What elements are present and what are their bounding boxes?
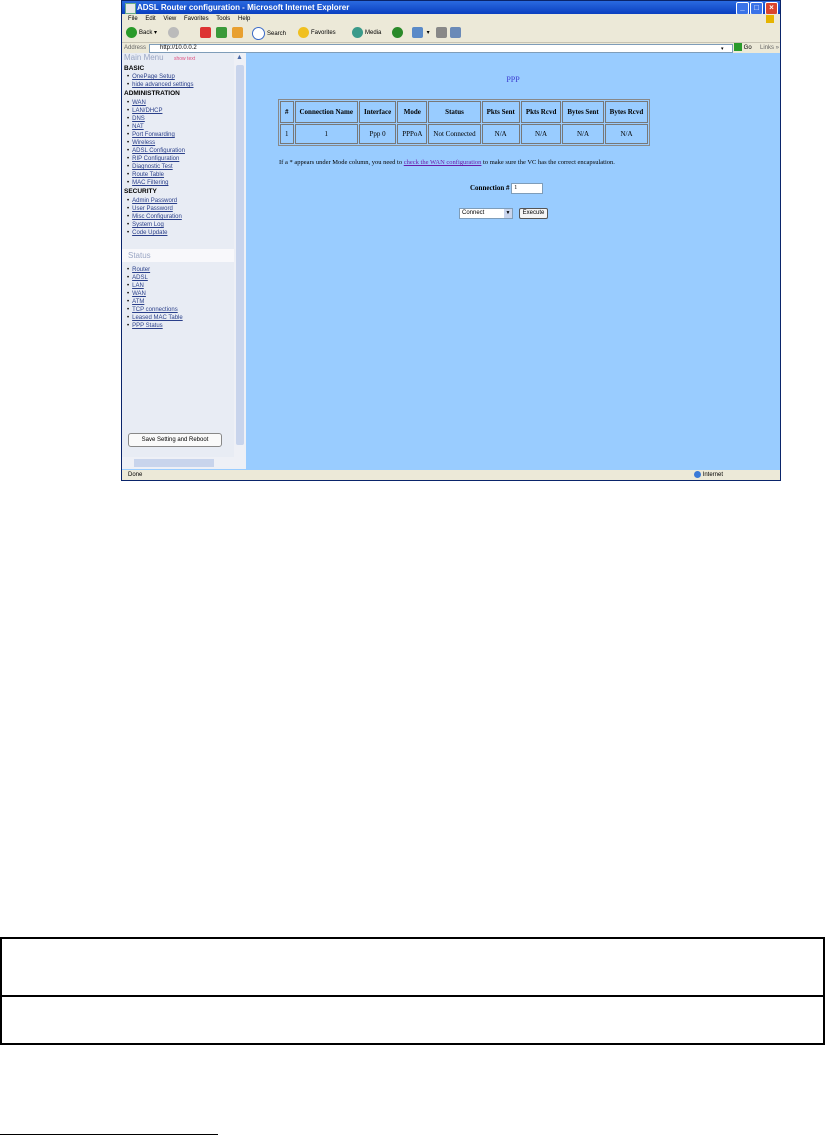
sidebar-item-wan[interactable]: • WAN — [127, 100, 146, 106]
ppp-table — [278, 99, 650, 146]
mail-icon — [412, 27, 423, 38]
chevron-down-icon[interactable]: ▼ — [505, 210, 511, 216]
table-cell: N/A — [562, 124, 603, 144]
search-button[interactable]: Search — [252, 27, 286, 39]
check-wan-configuration-link[interactable]: check the WAN configuration — [403, 159, 482, 166]
column-header: Pkts Sent — [482, 101, 520, 123]
history-button[interactable] — [392, 27, 405, 39]
table-cell: N/A — [605, 124, 649, 144]
status-bar — [122, 470, 780, 480]
sidebar-item-system-log[interactable]: • System Log — [127, 222, 164, 228]
globe-icon — [694, 471, 701, 478]
connection-number-input[interactable]: 1 — [511, 183, 543, 194]
scrollbar-thumb[interactable] — [236, 65, 244, 445]
action-row — [459, 208, 548, 219]
search-icon — [252, 27, 265, 40]
column-header: Bytes Rcvd — [605, 101, 649, 123]
status-text: Done — [128, 472, 143, 478]
browser-window — [121, 0, 781, 481]
sidebar — [122, 53, 234, 457]
close-button[interactable]: × — [765, 2, 778, 15]
sidebar-item-onepage-setup[interactable]: • OnePage Setup — [127, 74, 175, 80]
table-cell: N/A — [521, 124, 562, 144]
refresh-button[interactable] — [216, 27, 229, 39]
sidebar-item-lan[interactable]: • LAN — [127, 283, 144, 289]
note-text-suffix: to make sure the VC has the correct encapsulation. — [483, 159, 615, 166]
column-header: Status — [428, 101, 480, 123]
minimize-button[interactable]: _ — [736, 2, 749, 15]
forward-arrow-icon — [168, 27, 179, 38]
media-icon — [352, 27, 363, 38]
footnote-divider — [0, 1134, 218, 1135]
menu-favorites[interactable]: Favorites — [183, 16, 209, 22]
sidebar-item-admin-password[interactable]: • Admin Password — [127, 198, 177, 204]
sidebar-item-diagnostic-test[interactable]: • Diagnostic Test — [127, 164, 173, 170]
sidebar-item-misc-configuration[interactable]: • Misc Configuration — [127, 214, 182, 220]
table-cell: PPPoA — [397, 124, 427, 144]
go-arrow-icon — [734, 43, 742, 51]
stop-icon — [200, 27, 211, 38]
address-label: Address — [124, 45, 147, 51]
title-bar — [122, 1, 780, 14]
sidebar-item-leased-mac-table[interactable]: • Leased MAC Table — [127, 315, 183, 321]
forward-button[interactable] — [168, 27, 181, 39]
edit-icon — [450, 27, 461, 38]
menu-bar — [122, 14, 780, 24]
action-select-value: Connect — [462, 210, 485, 216]
save-and-reboot-button[interactable]: Save Setting and Reboot — [128, 433, 222, 447]
links-button[interactable]: Links » — [760, 45, 780, 51]
window-title: ADSL Router configuration - Microsoft Internet Explorer — [137, 3, 350, 12]
ie-icon — [125, 3, 136, 14]
sidebar-item-tcp-connections[interactable]: • TCP connections — [127, 307, 178, 313]
menu-tools[interactable]: Tools — [216, 16, 231, 22]
horizontal-scrollbar[interactable] — [122, 457, 246, 469]
media-button[interactable]: Media — [352, 27, 381, 39]
table-row — [280, 124, 648, 144]
column-header: Bytes Sent — [562, 101, 603, 123]
connection-row — [470, 183, 543, 194]
column-header: Pkts Rcvd — [521, 101, 562, 123]
action-select[interactable] — [459, 208, 513, 219]
sidebar-item-code-update[interactable]: • Code Update — [127, 230, 167, 236]
mail-button[interactable]: ▾ — [412, 27, 430, 39]
back-button[interactable]: Back ▾ — [126, 27, 157, 39]
home-button[interactable] — [232, 27, 245, 39]
go-button[interactable]: Go — [734, 43, 752, 53]
empty-box — [0, 937, 825, 997]
edit-page-button[interactable] — [450, 27, 463, 39]
address-input[interactable]: http://10.0.0.2 — [149, 44, 733, 53]
column-header: Interface — [359, 101, 396, 123]
table-header-row — [280, 101, 648, 123]
sidebar-item-nat[interactable]: • NAT — [127, 124, 144, 130]
menu-view[interactable]: View — [163, 16, 177, 22]
menu-file[interactable]: File — [128, 16, 138, 22]
sidebar-item-user-password[interactable]: • User Password — [127, 206, 173, 212]
sidebar-item-port-forwarding[interactable]: • Port Forwarding — [127, 132, 175, 138]
print-button[interactable] — [436, 27, 449, 39]
sidebar-item-hide-advanced[interactable]: • hide advanced settings — [127, 82, 194, 88]
print-icon — [436, 27, 447, 38]
sidebar-item-lan-dhcp[interactable]: • LAN/DHCP — [127, 108, 162, 114]
star-icon — [298, 27, 309, 38]
sidebar-item-ppp-status[interactable]: • PPP Status — [127, 323, 163, 329]
sidebar-item-adsl[interactable]: • ADSL — [127, 275, 148, 281]
connection-label: Connection # — [470, 184, 510, 193]
windows-logo-icon — [766, 15, 774, 23]
toolbar — [122, 24, 780, 42]
sidebar-title: Main Menu — [124, 53, 164, 62]
table-cell: 1 — [280, 124, 294, 144]
sidebar-item-mac-filtering[interactable]: • MAC Filtering — [127, 180, 168, 186]
stop-button[interactable] — [200, 27, 213, 39]
page-title: PPP — [506, 75, 520, 84]
main-content — [246, 53, 780, 470]
table-cell: 1 — [295, 124, 358, 144]
sidebar-item-rip-configuration[interactable]: • RIP Configuration — [127, 156, 179, 162]
status-zone: Internet — [694, 470, 723, 480]
encapsulation-note — [279, 159, 615, 166]
column-header: # — [280, 101, 294, 123]
sidebar-item-router[interactable]: • Router — [127, 267, 150, 273]
table-cell: Ppp 0 — [359, 124, 396, 144]
sidebar-item-adsl-configuration[interactable]: • ADSL Configuration — [127, 148, 185, 154]
column-header: Connection Name — [295, 101, 358, 123]
section-status: Status — [122, 249, 234, 262]
execute-button[interactable]: Execute — [519, 208, 549, 219]
menu-edit[interactable]: Edit — [145, 16, 156, 22]
sidebar-item-status-wan[interactable]: • WAN — [127, 291, 146, 297]
history-icon — [392, 27, 403, 38]
section-basic: BASIC — [124, 65, 145, 72]
table-cell: Not Connected — [428, 124, 480, 144]
maximize-button[interactable]: □ — [750, 2, 763, 15]
sidebar-scrollbar[interactable] — [234, 53, 246, 457]
menu-help[interactable]: Help — [237, 16, 251, 22]
horizontal-scrollbar-thumb[interactable] — [134, 459, 214, 467]
page-viewport — [122, 53, 780, 470]
address-dropdown-icon[interactable]: ▾ — [721, 46, 724, 52]
sidebar-item-dns[interactable]: • DNS — [127, 116, 145, 122]
sidebar-item-wireless[interactable]: • Wireless — [127, 140, 155, 146]
show-text-link[interactable]: show text — [174, 56, 196, 62]
section-administration: ADMINISTRATION — [124, 90, 180, 97]
refresh-icon — [216, 27, 227, 38]
home-icon — [232, 27, 243, 38]
table-cell: N/A — [482, 124, 520, 144]
address-bar — [122, 42, 780, 53]
sidebar-item-route-table[interactable]: • Route Table — [127, 172, 164, 178]
back-arrow-icon — [126, 27, 137, 38]
empty-box-lower — [0, 995, 825, 1045]
sidebar-item-atm[interactable]: • ATM — [127, 299, 144, 305]
column-header: Mode — [397, 101, 427, 123]
scroll-up-icon[interactable]: ▲ — [236, 54, 243, 61]
note-text: If a * appears under Mode column, you need to — [279, 159, 403, 166]
favorites-button[interactable]: Favorites — [298, 27, 336, 39]
section-security: SECURITY — [124, 188, 157, 195]
